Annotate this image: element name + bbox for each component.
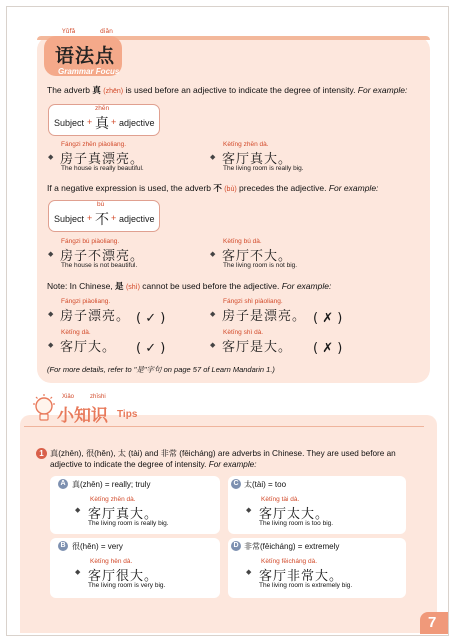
formula-zhen [48,104,160,136]
formula-plus: + [111,117,117,127]
formula-adjective: adjective [119,118,155,128]
lightbulb-icon [31,393,57,425]
tips-subtitle: Tips [117,409,138,420]
negative-paragraph [47,182,378,194]
tip-card-label: 太(tài) = too [244,480,287,489]
intro-post: is used before an adjective to indicate the degree of intensity. [123,85,358,95]
bullet-icon: ◆ [48,250,54,258]
bullet-icon: ◆ [75,507,81,514]
title-pinyin-1: Yǔfǎ [62,28,76,35]
bullet-icon: ◆ [210,341,216,349]
bullet-icon: ◆ [48,341,54,349]
tip-example-label: For example: [208,460,257,469]
title-pinyin-2: diǎn [100,28,113,35]
tip-card-d [228,538,406,598]
more-details-note: (For more details, refer to "是"字句 on page 57 of Learn Mandarin 1.) [47,365,275,374]
intro-char: 真 [92,85,101,95]
bullet-icon: ◆ [210,310,216,318]
intro-example-label: For example: [357,85,408,95]
formula-pinyin: bù [97,201,105,208]
example-english: The house is really beautiful. [61,165,144,172]
formula-subject: Subject [54,214,85,224]
tips-title: 小知识 [57,406,108,426]
tip-card-chinese: 客厅很大。 [88,569,159,584]
formula-adjective: adjective [119,214,155,224]
intro-paragraph [47,84,407,96]
tip-card-a [50,476,220,534]
bullet-icon: ◆ [246,507,252,514]
bullet-icon: ◆ [210,250,216,258]
wrong-mark: ( ✗ ) [313,311,343,326]
grammar-subtitle: Grammar Focus [58,67,120,76]
tag-d-badge: D [231,541,241,551]
neg-post: precedes the adjective. [236,183,329,193]
tips-pinyin-2: zhīshi [90,394,106,400]
tip-card-english: The living room is too big. [259,520,334,527]
formula-subject: Subject [54,118,85,128]
tip-card-pinyin: Kètīng zhēn dà. [90,496,136,503]
tip-card-chinese: 客厅太大。 [259,507,330,522]
example-chinese: 客厅是大。 [222,340,293,355]
tip-card-english: The living room is very big. [88,582,166,589]
neg-pinyin: (bù) [224,186,237,193]
tip-card-label: 真(zhēn) = really; truly [72,480,151,489]
example-pinyin: Fángzi piàoliang. [61,298,111,305]
example-pinyin: Kètīng shì dà. [223,329,264,336]
tip-card-english: The living room is extremely big. [259,582,353,589]
neg-pre: If a negative expression is used, the adverb [47,183,214,193]
example-chinese: 房子真漂亮。 [60,152,145,167]
tip-card-chinese: 客厅真大。 [88,507,159,522]
tip-card-b [50,538,220,598]
tip-line-2 [50,460,256,469]
tips-pinyin-1: Xiǎo [62,394,75,400]
formula-bu [48,200,160,232]
intro-pinyin: (zhēn) [103,88,124,95]
note-paragraph [47,280,331,292]
note-char: 是 [115,281,124,291]
example-chinese: 客厅真大。 [222,152,293,167]
bullet-icon: ◆ [48,153,54,161]
example-english: The living room is not big. [223,262,298,269]
example-pinyin: Fángzi zhēn piàoliang. [61,141,127,148]
note-post: cannot be used before the adjective. [139,281,282,291]
formula-pinyin: zhēn [95,105,110,112]
example-chinese: 房子是漂亮。 [222,309,307,324]
tip-card-pinyin: Kètīng tài dà. [261,496,300,503]
tag-a-badge: A [58,479,68,489]
bullet-icon: ◆ [210,153,216,161]
tip-card-label: 很(hěn) = very [72,542,123,551]
formula-plus: + [87,213,93,223]
page-number: 7 [428,614,437,631]
example-pinyin: Fángzi bú piàoliang. [61,238,120,245]
tip-card-english: The living room is really big. [88,520,169,527]
note-pinyin: (shì) [125,284,140,291]
example-pinyin: Kètīng dà. [61,329,91,336]
wrong-mark: ( ✗ ) [313,341,343,356]
bullet-icon: ◆ [48,310,54,318]
neg-char: 不 [213,183,222,193]
example-english: The living room is really big. [223,165,304,172]
example-pinyin: Fángzi shì piàoliang. [223,298,283,305]
example-english: The house is not beautiful. [61,262,138,269]
tag-b-badge: B [58,541,68,551]
formula-plus: + [111,213,117,223]
bullet-icon: ◆ [246,569,252,576]
example-pinyin: Kètīng zhēn dà. [223,141,269,148]
tip-card-c [228,476,406,534]
tip-card-label: 非常(fēicháng) = extremely [244,542,340,551]
example-chinese: 房子不漂亮。 [60,249,145,264]
note-pre: Note: In Chinese, [47,281,116,291]
example-chinese: 房子漂亮。 [60,309,131,324]
example-pinyin: Kètīng bú dà. [223,238,262,245]
formula-char: 真 [95,116,109,132]
formula-plus: + [87,117,93,127]
intro-pre: The adverb [47,85,93,95]
example-chinese: 客厅大。 [60,340,117,355]
formula-char: 不 [95,212,109,228]
example-chinese: 客厅不大。 [222,249,293,264]
correct-mark: ( ✓ ) [136,311,166,326]
tag-c-badge: C [231,479,241,489]
tip-number-badge: 1 [36,448,47,459]
tips-divider [24,426,424,427]
neg-example-label: For example: [328,183,379,193]
bullet-icon: ◆ [75,569,81,576]
correct-mark: ( ✓ ) [136,341,166,356]
tip-card-chinese: 客厅非常大。 [259,569,344,584]
tip-line-2-text: adjective to indicate the degree of intensity. [50,460,209,469]
tip-card-pinyin: Kètīng fēicháng dà. [261,558,318,565]
note-example-label: For example: [281,281,332,291]
grammar-title: 语法点 [55,45,116,67]
tip-card-pinyin: Kètīng hěn dà. [90,558,133,565]
tip-line-1: 真(zhēn), 很(hěn), 太 (tài) and 非常 (fēicháng) are adverbs in Chinese. They are used before an [50,449,396,458]
